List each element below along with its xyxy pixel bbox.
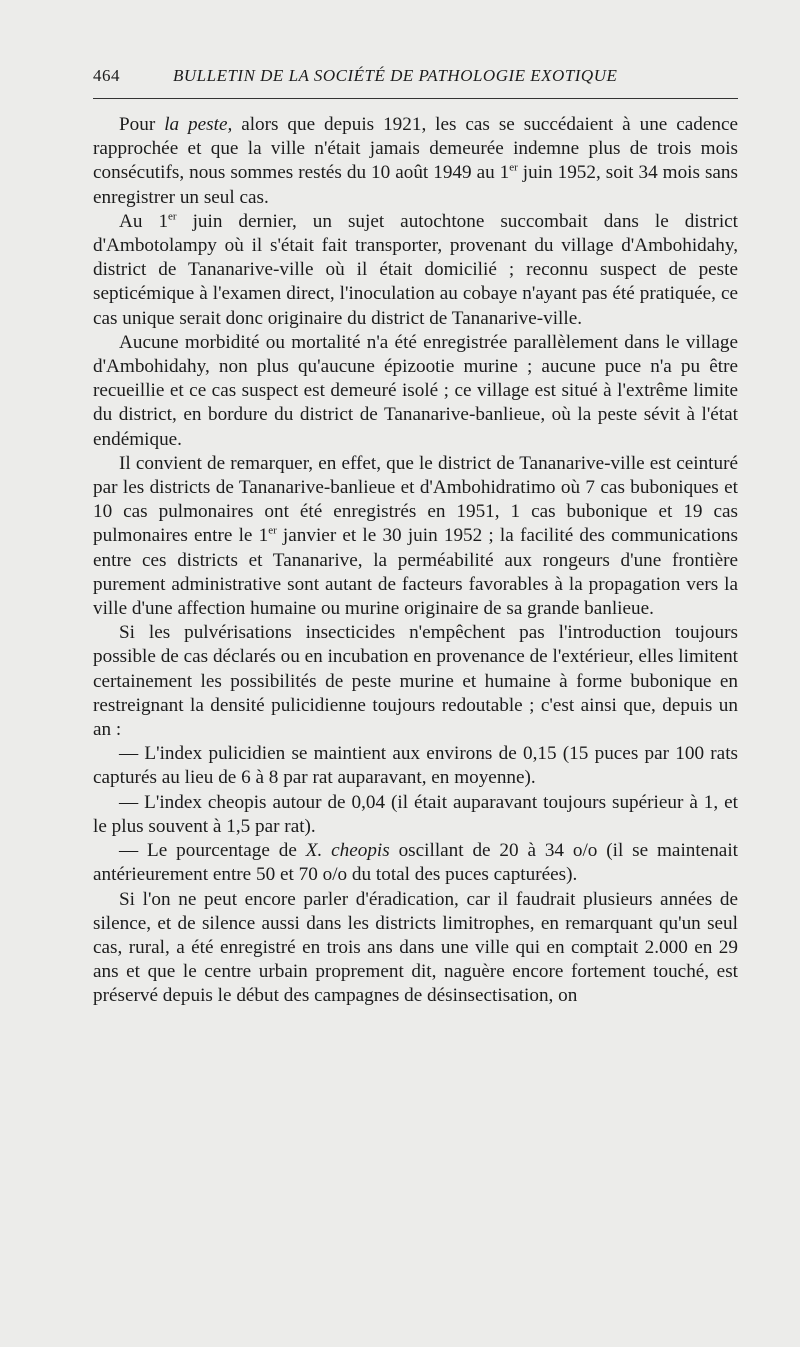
page-number: 464 <box>93 66 120 85</box>
paragraph-final: Si l'on ne peut encore parler d'éradication, car il faudrait plusieurs années de silence, et de silence aussi dans les districts limitrophes, en remarquant qu'un seul cas, rural, a été enregistré en trois ans dans une ville qui en comptait 2.000 en 29 ans et que le centre urbain proprement dit, naguère encore fortement touché, est préservé depuis le début des campagnes de désinsectisation, on <box>93 888 738 1007</box>
paragraph-3: Aucune morbidité ou mortalité n'a été enregistrée parallèlement dans le village d'Ambohidahy, non plus qu'aucune épizootie murine ; aucune puce n'a pu être recueillie et ce cas suspect est demeuré isolé ; ce village est situé à l'extrême limite du district, en bordure du district de Tananarive-banlieue, où la peste sévit à l'état endémique. <box>93 331 738 450</box>
paragraph-2: Au 1er juin dernier, un sujet autochtone succombait dans le district d'Ambotolampy où il s'était fait transporter, provenant du village d'Ambohidahy, district de Tananarive-ville où il était domicilié ; reconnu suspect de peste septicémique à l'examen direct, l'inoculation au cobaye n'ayant pas été pratiquée, ce cas unique serait donc originaire du district de Tananarive-ville. <box>93 210 739 329</box>
emphasis: la peste, <box>164 114 233 135</box>
paragraph-5: Si les pulvérisations insecticides n'empêchent pas l'introduction toujours possible de cas déclarés ou en incubation en provenance de l'extérieur, elles limitent certainement les possibilités de peste murine et humaine à forme bubonique en restreignant la densité pulicidienne toujours redoutable ; c'est ainsi que, depuis un an : <box>93 622 738 741</box>
emphasis: X. cheopis <box>305 840 390 862</box>
page-header <box>93 66 738 99</box>
paragraph-4: Il convient de remarquer, en effet, que le district de Tananarive-ville est ceinturé par les districts de Tananarive-banlieue et d'Ambohidratimo où 7 cas buboniques et 10 cas pulmonaires ont été enregistrés en 1951, 1 cas bubonique et 19 cas pulmonaires entre le 1er janvier et le 30 juin 1952 ; la facilité des communications entre ces districts et Tananarive, la perméabilité aux rongeurs d'une frontière purement administrative sont autant de facteurs favorables à la propagation vers la ville d'une affection humaine ou murine originaire de sa grande banlieue. <box>93 452 738 620</box>
paragraph-1: Pour la peste, alors que depuis 1921, les cas se succédaient à une cadence rapprochée et que la ville n'était jamais demeurée indemne plus de trois mois consécutifs, nous sommes restés du 10 août 1949 au 1er juin 1952, soit 34 mois sans enregistrer un seul cas. <box>93 114 738 208</box>
list-item-index-cheopis: — L'index cheopis autour de 0,04 (il était auparavant toujours supérieur à 1, et le plus souvent à 1,5 par rat). <box>93 791 738 837</box>
list-item-pourcentage: — Le pourcentage de X. cheopis oscillant de 20 à 34 o/o (il se maintenait antérieurement entre 50 et 70 o/o du total des puces capturées). <box>93 840 738 886</box>
body-text <box>93 113 738 1009</box>
running-title: BULLETIN DE LA SOCIÉTÉ DE PATHOLOGIE EXOTIQUE <box>173 66 618 85</box>
list-item-index-pulicidien: — L'index pulicidien se maintient aux environs de 0,15 (15 puces par 100 rats capturés au lieu de 6 à 8 par rat auparavant, en moyenne). <box>93 743 738 789</box>
